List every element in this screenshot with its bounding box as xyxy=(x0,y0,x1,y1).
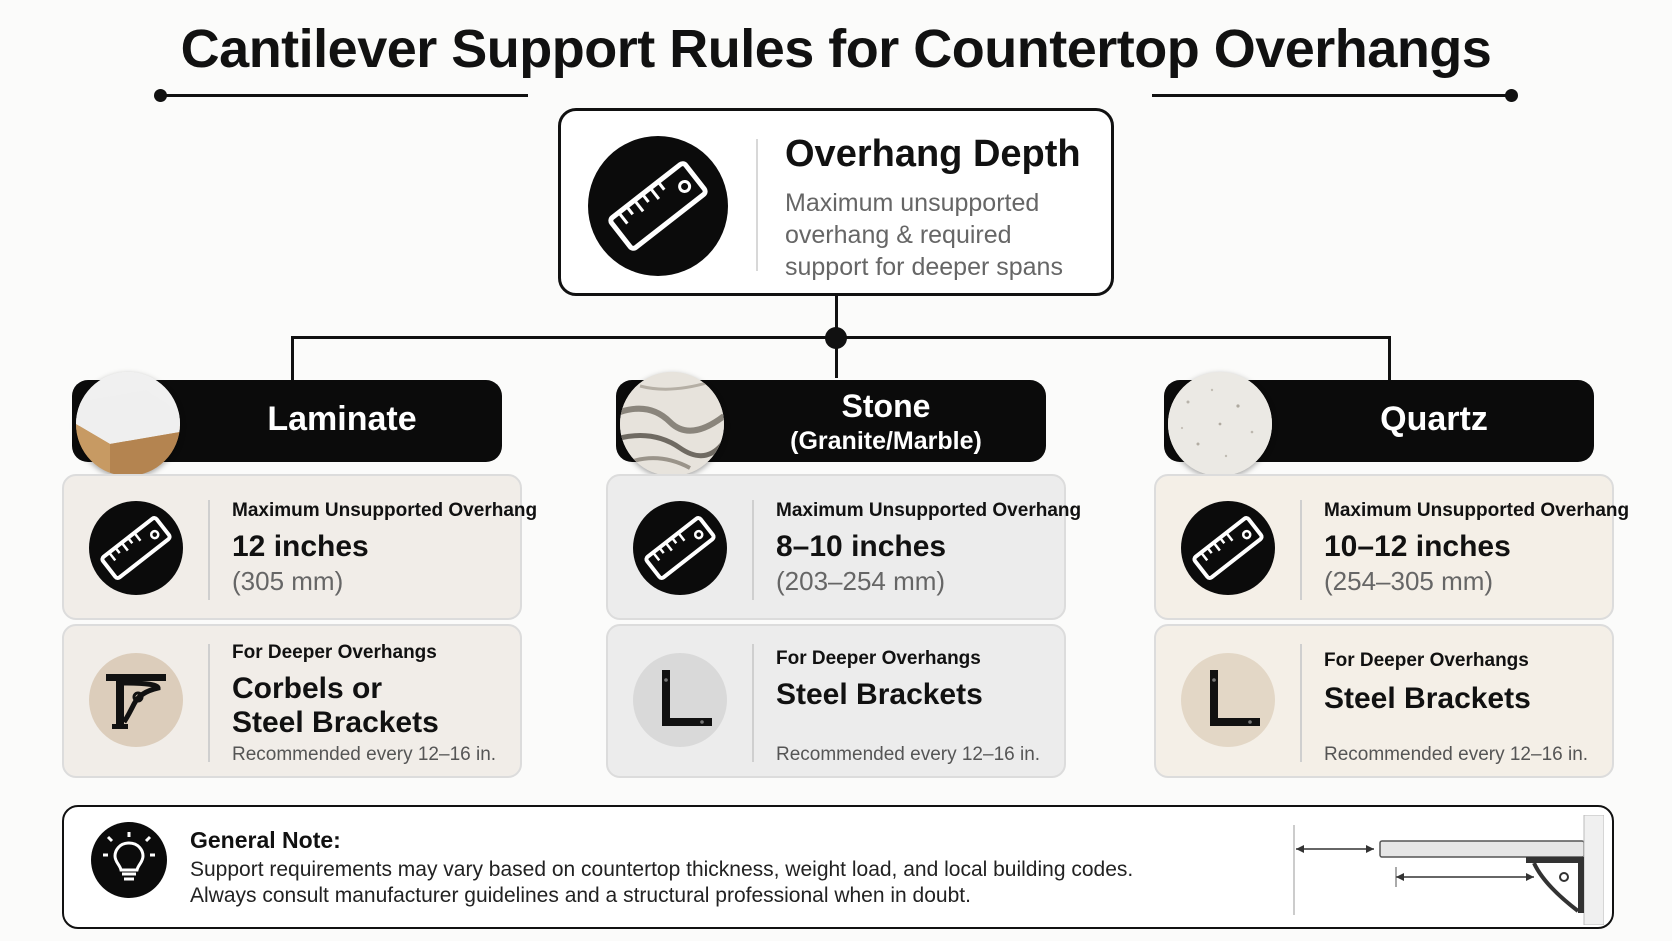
overhang-depth-card xyxy=(558,108,1114,296)
quartz-swatch-icon xyxy=(1168,372,1272,476)
note-line-2: Always consult manufacturer guidelines and a structural professional when in doubt. xyxy=(190,884,971,907)
note-line-1: Support requirements may vary based on countertop thickness, weight load, and local building codes. xyxy=(190,858,1134,881)
title-rule-left xyxy=(160,94,528,97)
deeper-overhang-card xyxy=(1154,624,1614,778)
steel-bracket-icon xyxy=(1180,652,1276,748)
laminate-swatch-icon xyxy=(76,372,180,476)
connector-drop-left xyxy=(291,336,294,380)
deeper-overhang-card xyxy=(62,624,522,778)
steel-bracket-icon xyxy=(632,652,728,748)
ruler-icon xyxy=(587,135,729,277)
card-divider xyxy=(208,500,210,600)
max-overhang-card xyxy=(62,474,538,620)
overhang-label: Maximum Unsupported Overhang xyxy=(776,500,1082,521)
title-rule-right xyxy=(1152,94,1512,97)
card-divider xyxy=(752,644,754,762)
note-text xyxy=(190,857,1133,909)
deeper-label: For Deeper Overhangs xyxy=(1324,650,1529,671)
max-overhang-card xyxy=(1154,474,1630,620)
card-divider xyxy=(1300,644,1302,762)
stone-swatch-icon xyxy=(620,372,724,476)
column-name: Stone xyxy=(841,388,931,424)
ruler-icon xyxy=(88,500,184,596)
deeper-label: For Deeper Overhangs xyxy=(776,648,981,669)
overhang-value: 10–12 inches xyxy=(1324,530,1511,563)
column-name: Quartz xyxy=(1380,400,1488,438)
overhang-label: Maximum Unsupported Overhang xyxy=(232,500,538,521)
overhang-metric: (203–254 mm) xyxy=(776,566,946,596)
support-recommendation: Recommended every 12–16 in. xyxy=(776,744,1041,765)
page-title: Cantilever Support Rules for Countertop Overhangs xyxy=(180,19,1492,79)
connector-node xyxy=(825,327,847,349)
deeper-label: For Deeper Overhangs xyxy=(232,642,437,663)
general-note xyxy=(62,805,1614,929)
ruler-icon xyxy=(632,500,728,596)
support-recommendation: Recommended every 12–16 in. xyxy=(232,744,497,765)
deeper-overhang-card xyxy=(606,624,1066,778)
support-recommendation: Recommended every 12–16 in. xyxy=(1324,744,1589,765)
overhang-value: 12 inches xyxy=(232,530,369,563)
root-divider xyxy=(756,139,758,271)
deeper-value: Corbels or Steel Brackets xyxy=(232,672,439,739)
overhang-metric: (254–305 mm) xyxy=(1324,566,1494,596)
card-divider xyxy=(752,500,754,600)
column-name: Laminate xyxy=(267,400,417,438)
countertop-bracket-diagram xyxy=(1184,815,1604,925)
card-divider xyxy=(208,644,210,762)
corbel-icon xyxy=(88,652,184,748)
deeper-value: Steel Brackets xyxy=(776,678,983,711)
root-heading: Overhang Depth xyxy=(785,133,1081,175)
connector-drop-right xyxy=(1388,336,1391,380)
ruler-icon xyxy=(1180,500,1276,596)
lightbulb-icon xyxy=(90,821,168,899)
deeper-value: Steel Brackets xyxy=(1324,682,1531,715)
title-rule-dot-right xyxy=(1505,89,1518,102)
root-description: Maximum unsupported overhang & required support for deeper spans xyxy=(785,189,1063,281)
max-overhang-card xyxy=(606,474,1082,620)
column-subname: (Granite/Marble) xyxy=(790,427,982,455)
overhang-value: 8–10 inches xyxy=(776,530,947,563)
overhang-metric: (305 mm) xyxy=(232,566,344,596)
note-heading: General Note: xyxy=(190,827,341,853)
card-divider xyxy=(1300,500,1302,600)
overhang-label: Maximum Unsupported Overhang xyxy=(1324,500,1630,521)
